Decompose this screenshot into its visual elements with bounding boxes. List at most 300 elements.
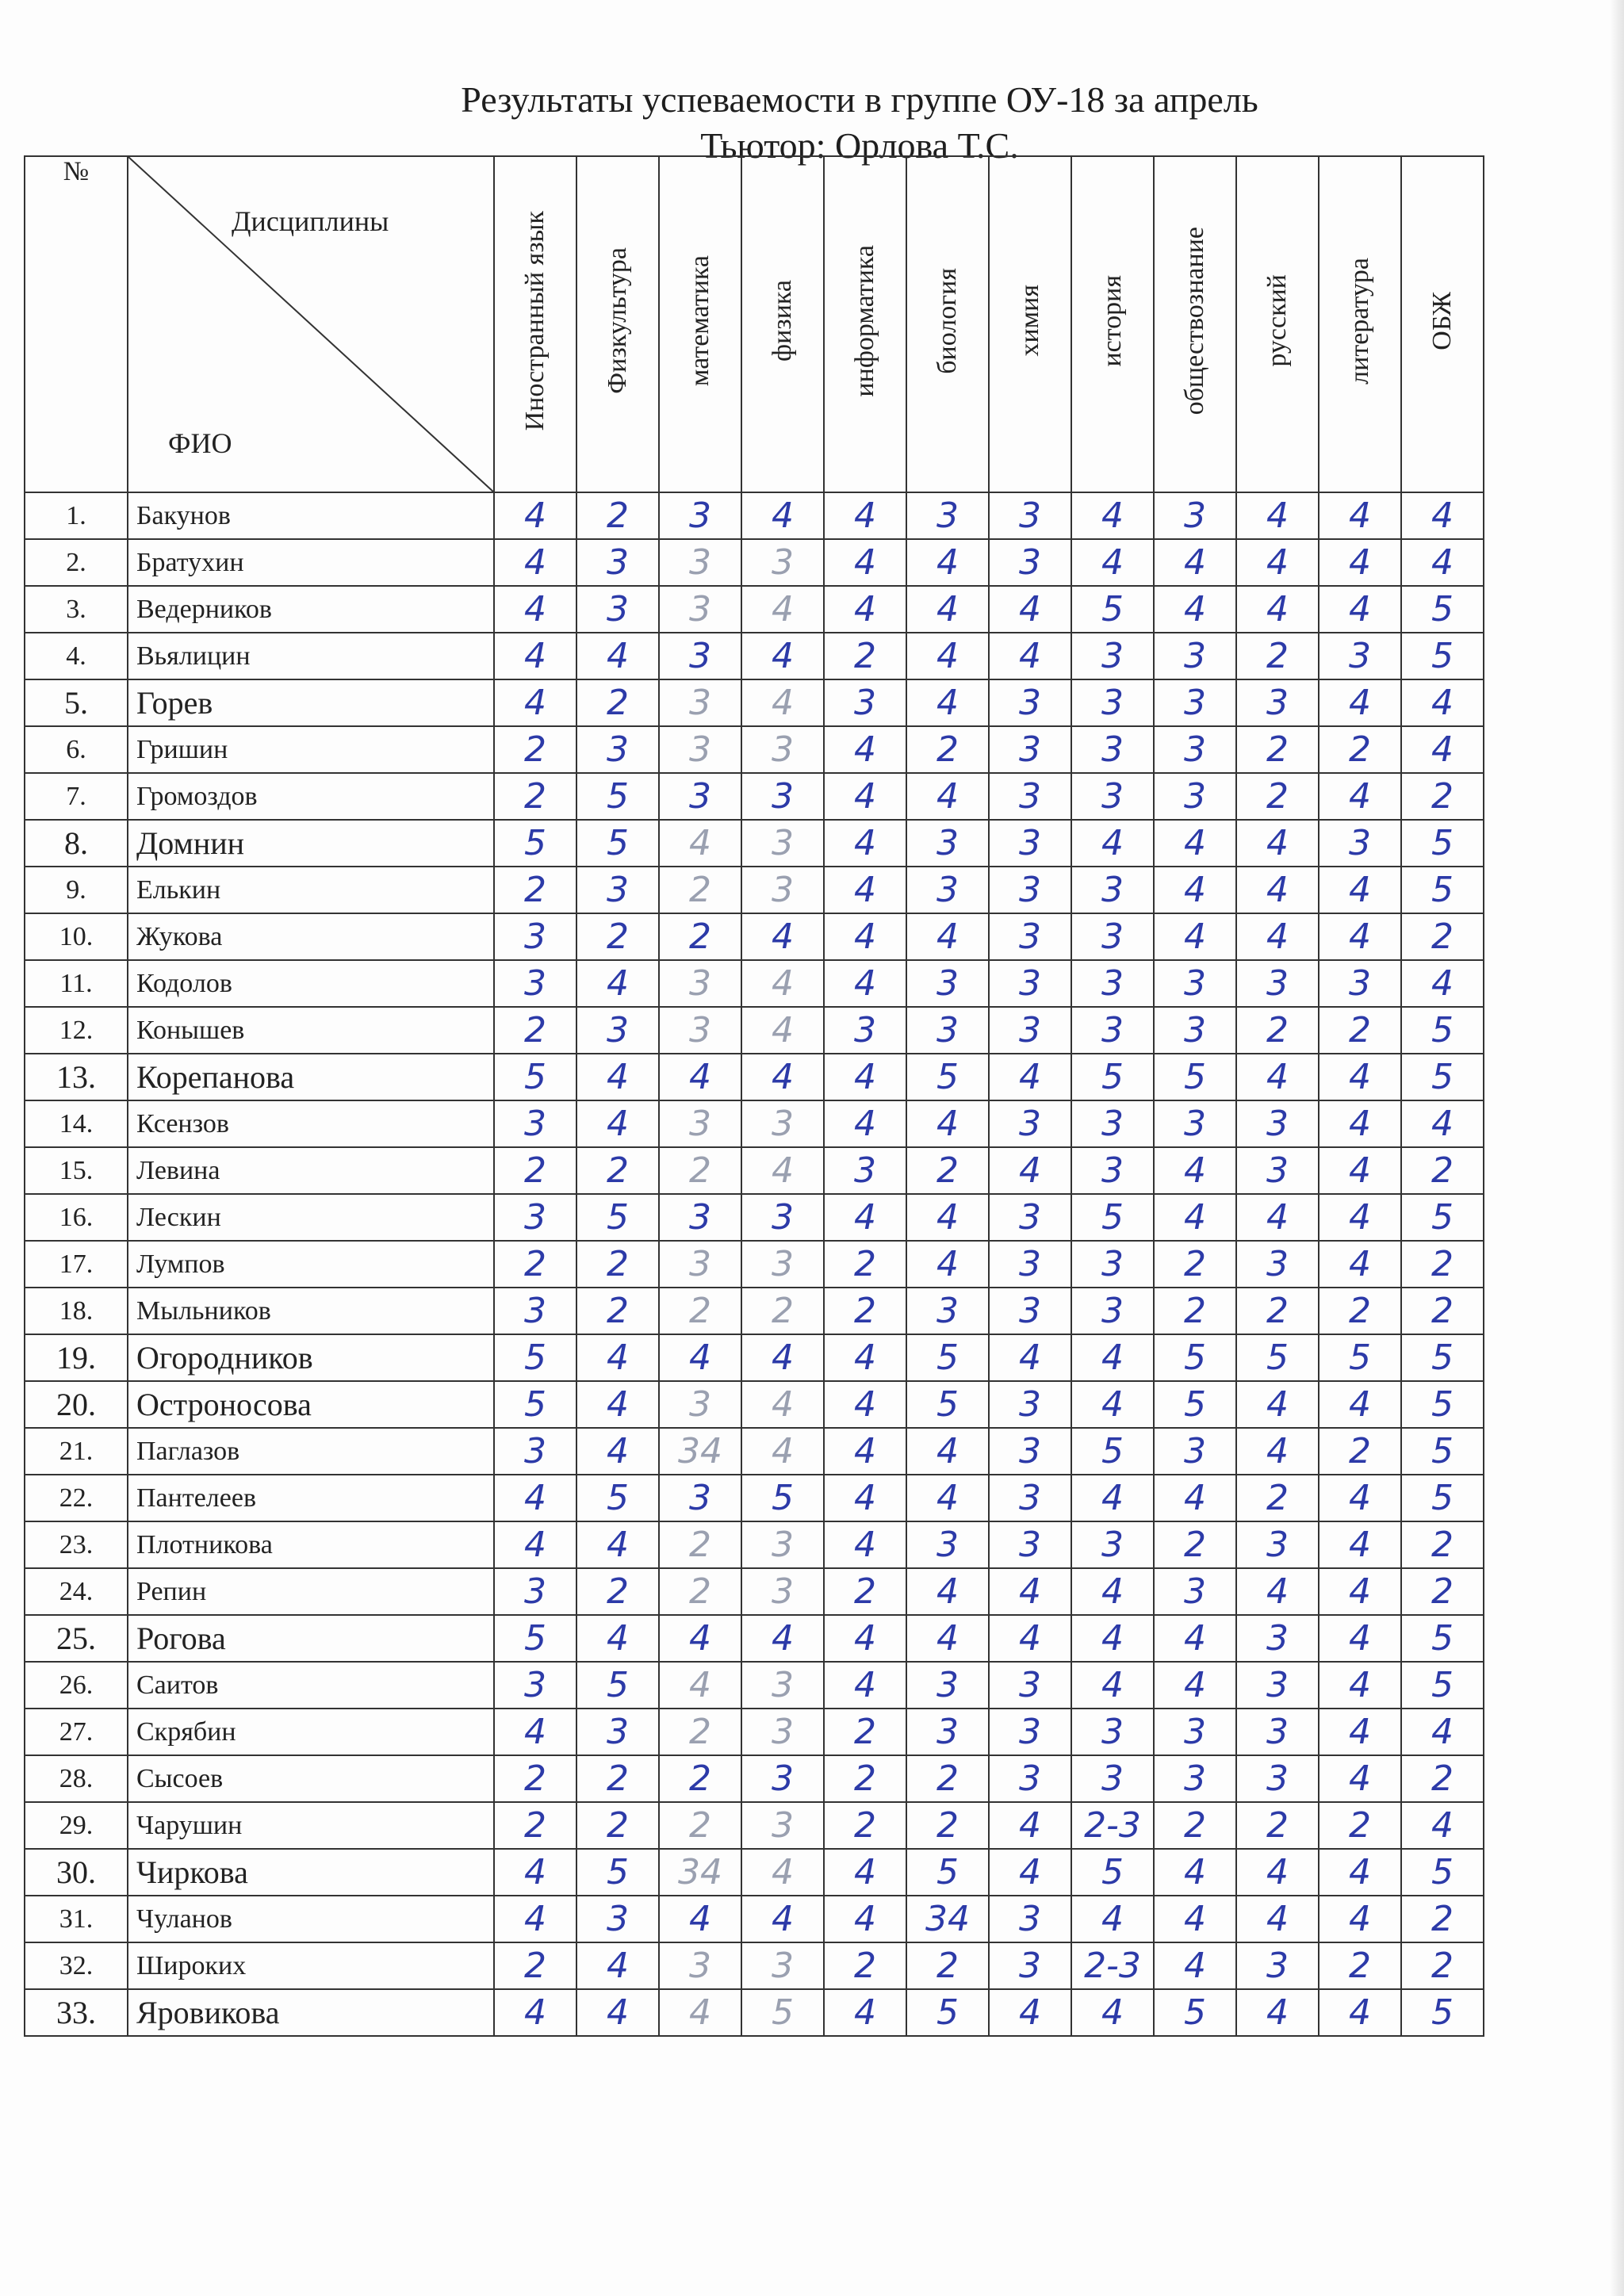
student-name: Левина <box>128 1147 494 1194</box>
grade-cell: 34 <box>906 1896 989 1942</box>
subject-header <box>1154 156 1236 492</box>
grade-cell: 4 <box>741 1381 824 1428</box>
grade-cell: 5 <box>1401 633 1484 679</box>
grade-cell: 4 <box>1236 867 1319 913</box>
grade-cell: 4 <box>1071 1615 1154 1662</box>
grade-cell: 5 <box>1154 1989 1236 2036</box>
grade-cell: 5 <box>741 1475 824 1521</box>
grade-cell: 2 <box>494 726 576 773</box>
grade-cell: 3 <box>989 960 1071 1007</box>
grade-cell: 3 <box>824 1147 906 1194</box>
grade-cell: 3 <box>989 1709 1071 1755</box>
grade-cell: 4 <box>494 492 576 539</box>
grade-cell: 4 <box>1319 492 1401 539</box>
grade-cell: 4 <box>1319 773 1401 820</box>
grade-cell: 4 <box>1236 1381 1319 1428</box>
grade-cell: 4 <box>824 539 906 586</box>
row-number: 7. <box>25 773 128 820</box>
grade-cell: 4 <box>1154 1194 1236 1241</box>
grade-cell: 4 <box>1236 1896 1319 1942</box>
grade-cell: 4 <box>576 1615 659 1662</box>
grade-cell: 4 <box>989 586 1071 633</box>
grade-cell: 5 <box>1401 1849 1484 1896</box>
grade-cell: 2 <box>824 1288 906 1334</box>
grade-cell: 4 <box>824 820 906 867</box>
grade-cell: 3 <box>989 1942 1071 1989</box>
row-number: 4. <box>25 633 128 679</box>
grade-cell: 3 <box>659 1475 741 1521</box>
grade-cell: 2 <box>659 867 741 913</box>
row-number: 15. <box>25 1147 128 1194</box>
row-number: 8. <box>25 820 128 867</box>
grade-cell: 2 <box>906 1942 989 1989</box>
grade-cell: 5 <box>906 1849 989 1896</box>
student-name: Вьялицин <box>128 633 494 679</box>
grade-cell: 4 <box>659 1662 741 1709</box>
row-number: 13. <box>25 1054 128 1100</box>
grade-cell: 4 <box>1236 1849 1319 1896</box>
student-name: Ведерников <box>128 586 494 633</box>
grade-cell: 3 <box>1071 1241 1154 1288</box>
grade-cell: 3 <box>989 1241 1071 1288</box>
grade-cell: 4 <box>906 1241 989 1288</box>
grade-cell: 4 <box>741 1849 824 1896</box>
grade-cell: 5 <box>1401 1662 1484 1709</box>
grade-cell: 3 <box>659 633 741 679</box>
subject-header-label: ОБЖ <box>1427 291 1457 350</box>
grade-cell: 2 <box>824 633 906 679</box>
grade-cell: 3 <box>1154 1709 1236 1755</box>
grade-cell: 2 <box>659 1568 741 1615</box>
grade-cell: 4 <box>1319 1521 1401 1568</box>
grade-cell: 3 <box>1154 633 1236 679</box>
grade-cell: 3 <box>659 773 741 820</box>
grade-cell: 5 <box>1154 1334 1236 1381</box>
table-row <box>25 913 1484 960</box>
table-row <box>25 1942 1484 1989</box>
grade-cell: 4 <box>1154 820 1236 867</box>
student-name: Чуланов <box>128 1896 494 1942</box>
grade-cell: 4 <box>576 1381 659 1428</box>
student-name: Остроносова <box>128 1381 494 1428</box>
grade-cell: 4 <box>824 1849 906 1896</box>
grade-cell: 3 <box>576 539 659 586</box>
grade-cell: 3 <box>824 679 906 726</box>
grade-cell: 4 <box>1319 1100 1401 1147</box>
grade-cell: 4 <box>824 1896 906 1942</box>
grade-cell: 2 <box>824 1568 906 1615</box>
grade-cell: 4 <box>1319 913 1401 960</box>
grade-cell: 4 <box>1154 867 1236 913</box>
grade-cell: 3 <box>741 1568 824 1615</box>
row-number: 27. <box>25 1709 128 1755</box>
grade-cell: 3 <box>1319 633 1401 679</box>
grade-cell: 3 <box>989 1428 1071 1475</box>
subject-header <box>576 156 659 492</box>
grade-cell: 2 <box>576 1241 659 1288</box>
grade-cell: 3 <box>659 586 741 633</box>
table-row <box>25 1896 1484 1942</box>
grade-cell: 4 <box>1401 492 1484 539</box>
grade-cell: 5 <box>906 1334 989 1381</box>
grade-cell: 3 <box>576 1896 659 1942</box>
grade-cell: 3 <box>906 960 989 1007</box>
grade-cell: 3 <box>1071 960 1154 1007</box>
student-name: Мыльников <box>128 1288 494 1334</box>
grade-cell: 4 <box>1319 1615 1401 1662</box>
grade-cell: 2 <box>659 1288 741 1334</box>
grade-cell: 3 <box>1071 1521 1154 1568</box>
subject-header-label: информатика <box>850 244 879 397</box>
grade-cell: 3 <box>1236 1521 1319 1568</box>
grade-cell: 3 <box>741 773 824 820</box>
grade-cell: 3 <box>494 1100 576 1147</box>
grade-cell: 4 <box>1401 1802 1484 1849</box>
row-number: 18. <box>25 1288 128 1334</box>
grade-cell: 5 <box>1071 1849 1154 1896</box>
grade-cell: 2 <box>1236 633 1319 679</box>
table-row <box>25 1007 1484 1054</box>
grade-cell: 4 <box>1319 1709 1401 1755</box>
grade-cell: 4 <box>824 1662 906 1709</box>
grade-cell: 3 <box>1319 960 1401 1007</box>
grade-cell: 4 <box>824 773 906 820</box>
grade-cell: 4 <box>1319 1849 1401 1896</box>
grade-cell: 3 <box>1236 1755 1319 1802</box>
grade-cell: 4 <box>1236 586 1319 633</box>
grade-cell: 4 <box>1319 679 1401 726</box>
grade-cell: 3 <box>1071 633 1154 679</box>
student-name: Огородников <box>128 1334 494 1381</box>
grade-cell: 4 <box>1154 913 1236 960</box>
grade-cell: 4 <box>1071 492 1154 539</box>
row-number: 11. <box>25 960 128 1007</box>
subject-header <box>1319 156 1401 492</box>
grade-cell: 4 <box>1401 1709 1484 1755</box>
student-name: Саитов <box>128 1662 494 1709</box>
grade-cell: 2 <box>906 1755 989 1802</box>
grade-cell: 4 <box>824 960 906 1007</box>
row-number: 12. <box>25 1007 128 1054</box>
grade-cell: 3 <box>741 1100 824 1147</box>
grade-cell: 3 <box>1154 960 1236 1007</box>
grade-cell: 4 <box>1071 1989 1154 2036</box>
grade-cell: 4 <box>576 1100 659 1147</box>
grade-cell: 3 <box>1071 679 1154 726</box>
grade-cell: 4 <box>576 1521 659 1568</box>
student-name: Елькин <box>128 867 494 913</box>
table-row <box>25 539 1484 586</box>
subject-header <box>824 156 906 492</box>
grade-cell: 4 <box>494 1896 576 1942</box>
row-number: 22. <box>25 1475 128 1521</box>
grade-cell: 4 <box>1319 1755 1401 1802</box>
grade-cell: 2 <box>1401 1147 1484 1194</box>
grade-cell: 4 <box>906 539 989 586</box>
student-name: Репин <box>128 1568 494 1615</box>
grade-cell: 3 <box>989 820 1071 867</box>
grade-cell: 3 <box>741 1662 824 1709</box>
row-number: 29. <box>25 1802 128 1849</box>
row-number: 9. <box>25 867 128 913</box>
row-number: 20. <box>25 1381 128 1428</box>
grade-cell: 4 <box>1236 1428 1319 1475</box>
grade-cell: 3 <box>741 1755 824 1802</box>
grade-cell: 2 <box>1236 773 1319 820</box>
grade-cell: 3 <box>1071 773 1154 820</box>
grade-cell: 3 <box>989 1475 1071 1521</box>
grade-cell: 4 <box>1236 1194 1319 1241</box>
grade-cell: 2 <box>1401 913 1484 960</box>
subject-header-label: физика <box>768 280 797 362</box>
grade-cell: 3 <box>576 726 659 773</box>
grade-cell: 4 <box>741 586 824 633</box>
grade-cell: 3 <box>659 1241 741 1288</box>
grade-cell: 3 <box>741 1709 824 1755</box>
subject-header <box>906 156 989 492</box>
grade-cell: 2 <box>1154 1241 1236 1288</box>
grade-cell: 4 <box>824 1334 906 1381</box>
table-row <box>25 1989 1484 2036</box>
row-number: 33. <box>25 1989 128 2036</box>
subject-header-label: обществознание <box>1180 226 1209 415</box>
grade-cell: 5 <box>494 1334 576 1381</box>
row-number: 10. <box>25 913 128 960</box>
grade-cell: 4 <box>1236 492 1319 539</box>
grade-cell: 2 <box>494 1942 576 1989</box>
grade-cell: 3 <box>1071 726 1154 773</box>
grade-cell: 4 <box>906 1615 989 1662</box>
grade-cell: 5 <box>1401 1475 1484 1521</box>
grade-cell: 4 <box>1154 586 1236 633</box>
subject-header-label: русский <box>1262 274 1292 367</box>
grade-cell: 5 <box>1154 1381 1236 1428</box>
row-number: 32. <box>25 1942 128 1989</box>
grade-cell: 2 <box>576 913 659 960</box>
grade-cell: 2 <box>659 1147 741 1194</box>
grade-cell: 3 <box>1236 679 1319 726</box>
grade-cell: 4 <box>741 1428 824 1475</box>
grade-cell: 4 <box>906 633 989 679</box>
grade-cell: 4 <box>741 1147 824 1194</box>
grade-cell: 3 <box>1154 492 1236 539</box>
table-row <box>25 1054 1484 1100</box>
row-number: 25. <box>25 1615 128 1662</box>
grade-cell: 3 <box>659 1942 741 1989</box>
table-row <box>25 1334 1484 1381</box>
grade-cell: 3 <box>741 1942 824 1989</box>
grade-cell: 3 <box>1236 1615 1319 1662</box>
grade-cell: 5 <box>494 1615 576 1662</box>
grade-cell: 2 <box>1154 1802 1236 1849</box>
subject-header <box>1071 156 1154 492</box>
grade-cell: 4 <box>824 492 906 539</box>
row-number: 26. <box>25 1662 128 1709</box>
grade-cell: 4 <box>1401 1100 1484 1147</box>
table-row <box>25 726 1484 773</box>
students-body <box>25 492 1484 2036</box>
grade-cell: 2 <box>1236 1007 1319 1054</box>
grade-cell: 2 <box>576 1568 659 1615</box>
grade-cell: 5 <box>1071 586 1154 633</box>
grade-cell: 4 <box>989 1147 1071 1194</box>
grade-cell: 3 <box>741 820 824 867</box>
grade-cell: 3 <box>989 1381 1071 1428</box>
grade-cell: 4 <box>906 586 989 633</box>
grade-cell: 3 <box>1236 960 1319 1007</box>
grade-cell: 3 <box>989 867 1071 913</box>
grade-cell: 2 <box>494 773 576 820</box>
grade-cell: 4 <box>906 679 989 726</box>
grade-cell: 2 <box>576 1147 659 1194</box>
grade-cell: 5 <box>1401 820 1484 867</box>
grade-cell: 2 <box>824 1942 906 1989</box>
grade-cell: 5 <box>1401 1428 1484 1475</box>
student-name: Жукова <box>128 913 494 960</box>
grade-cell: 4 <box>741 633 824 679</box>
grade-cell: 4 <box>659 1896 741 1942</box>
grade-cell: 3 <box>989 913 1071 960</box>
grade-cell: 5 <box>576 820 659 867</box>
grade-cell: 2 <box>824 1802 906 1849</box>
student-name: Паглазов <box>128 1428 494 1475</box>
grade-cell: 2 <box>1319 1942 1401 1989</box>
student-name: Рогова <box>128 1615 494 1662</box>
table-row <box>25 633 1484 679</box>
grade-cell: 2 <box>1236 1475 1319 1521</box>
grade-cell: 2 <box>659 1802 741 1849</box>
grade-cell: 4 <box>906 1428 989 1475</box>
grade-cell: 4 <box>741 1054 824 1100</box>
table-row <box>25 867 1484 913</box>
row-number: 3. <box>25 586 128 633</box>
row-number: 6. <box>25 726 128 773</box>
grade-cell: 4 <box>906 1100 989 1147</box>
grade-cell: 3 <box>906 1007 989 1054</box>
grade-cell: 5 <box>494 1054 576 1100</box>
grade-cell: 3 <box>659 492 741 539</box>
table-row <box>25 820 1484 867</box>
grade-cell: 3 <box>576 586 659 633</box>
grade-cell: 3 <box>494 1288 576 1334</box>
grade-cell: 3 <box>1319 820 1401 867</box>
grade-cell: 3 <box>741 1802 824 1849</box>
subject-header-label: литература <box>1345 257 1374 385</box>
grade-cell: 4 <box>494 1989 576 2036</box>
grade-cell: 3 <box>906 1662 989 1709</box>
grade-cell: 2 <box>1401 1568 1484 1615</box>
grade-cell: 2 <box>824 1755 906 1802</box>
grade-cell: 4 <box>906 913 989 960</box>
grade-cell: 4 <box>1154 1942 1236 1989</box>
grade-cell: 3 <box>659 960 741 1007</box>
table-row <box>25 1475 1484 1521</box>
grade-cell: 5 <box>1154 1054 1236 1100</box>
grade-cell: 3 <box>1236 1241 1319 1288</box>
student-name: Скрябин <box>128 1709 494 1755</box>
subject-header-label: математика <box>685 254 714 387</box>
grade-cell: 3 <box>1071 1147 1154 1194</box>
grade-cell: 4 <box>1071 1896 1154 1942</box>
grade-cell: 4 <box>659 1615 741 1662</box>
grade-cell: 4 <box>824 913 906 960</box>
table-row <box>25 586 1484 633</box>
table-row <box>25 1521 1484 1568</box>
grade-cell: 4 <box>824 867 906 913</box>
grade-cell: 3 <box>576 867 659 913</box>
grade-cell: 3 <box>659 539 741 586</box>
grade-cell: 3 <box>989 1194 1071 1241</box>
grade-cell: 2 <box>576 1802 659 1849</box>
grade-cell: 2 <box>1236 1288 1319 1334</box>
grade-cell: 3 <box>1154 1428 1236 1475</box>
table-row <box>25 1147 1484 1194</box>
table-row <box>25 1194 1484 1241</box>
grade-cell: 4 <box>494 679 576 726</box>
grade-cell: 5 <box>1236 1334 1319 1381</box>
grade-cell: 3 <box>1071 1100 1154 1147</box>
grade-cell: 3 <box>494 1428 576 1475</box>
grade-cell: 3 <box>824 1007 906 1054</box>
grade-cell: 4 <box>1319 1896 1401 1942</box>
student-name: Громоздов <box>128 773 494 820</box>
grade-cell: 4 <box>906 1475 989 1521</box>
grade-cell: 4 <box>824 1428 906 1475</box>
grade-cell: 2-3 <box>1071 1942 1154 1989</box>
grade-cell: 4 <box>1319 1662 1401 1709</box>
grade-cell: 4 <box>576 1334 659 1381</box>
grade-cell: 4 <box>1154 1147 1236 1194</box>
row-number: 19. <box>25 1334 128 1381</box>
page-edge-shadow <box>1610 0 1624 2296</box>
grade-cell: 3 <box>1236 1662 1319 1709</box>
subject-header-label: Физкультура <box>603 247 632 394</box>
grade-cell: 4 <box>1154 539 1236 586</box>
grade-cell: 5 <box>1401 586 1484 633</box>
subject-header <box>989 156 1071 492</box>
grade-cell: 4 <box>1401 539 1484 586</box>
grade-cell: 4 <box>1071 1381 1154 1428</box>
grade-cell: 5 <box>906 1381 989 1428</box>
grade-cell: 4 <box>824 1381 906 1428</box>
grade-cell: 2 <box>659 1755 741 1802</box>
row-number: 16. <box>25 1194 128 1241</box>
grade-cell: 3 <box>1071 867 1154 913</box>
table-row <box>25 960 1484 1007</box>
grade-cell: 3 <box>741 867 824 913</box>
grade-cell: 5 <box>906 1989 989 2036</box>
grade-cell: 2 <box>1319 1007 1401 1054</box>
grade-cell: 4 <box>1319 1147 1401 1194</box>
grade-cell: 4 <box>1401 726 1484 773</box>
grade-cell: 5 <box>494 820 576 867</box>
grade-cell: 3 <box>1071 1288 1154 1334</box>
grade-cell: 2 <box>576 492 659 539</box>
grade-cell: 2 <box>1401 1942 1484 1989</box>
table-row <box>25 1802 1484 1849</box>
table-row <box>25 492 1484 539</box>
student-name: Ксензов <box>128 1100 494 1147</box>
grade-cell: 2 <box>494 1755 576 1802</box>
student-name: Пантелеев <box>128 1475 494 1521</box>
number-header: № <box>25 156 128 492</box>
subject-header-label: история <box>1097 274 1127 367</box>
student-name: Домнин <box>128 820 494 867</box>
grade-cell: 4 <box>824 1989 906 2036</box>
grade-cell: 5 <box>494 1381 576 1428</box>
grade-cell: 2 <box>824 1709 906 1755</box>
grade-cell: 5 <box>906 1054 989 1100</box>
